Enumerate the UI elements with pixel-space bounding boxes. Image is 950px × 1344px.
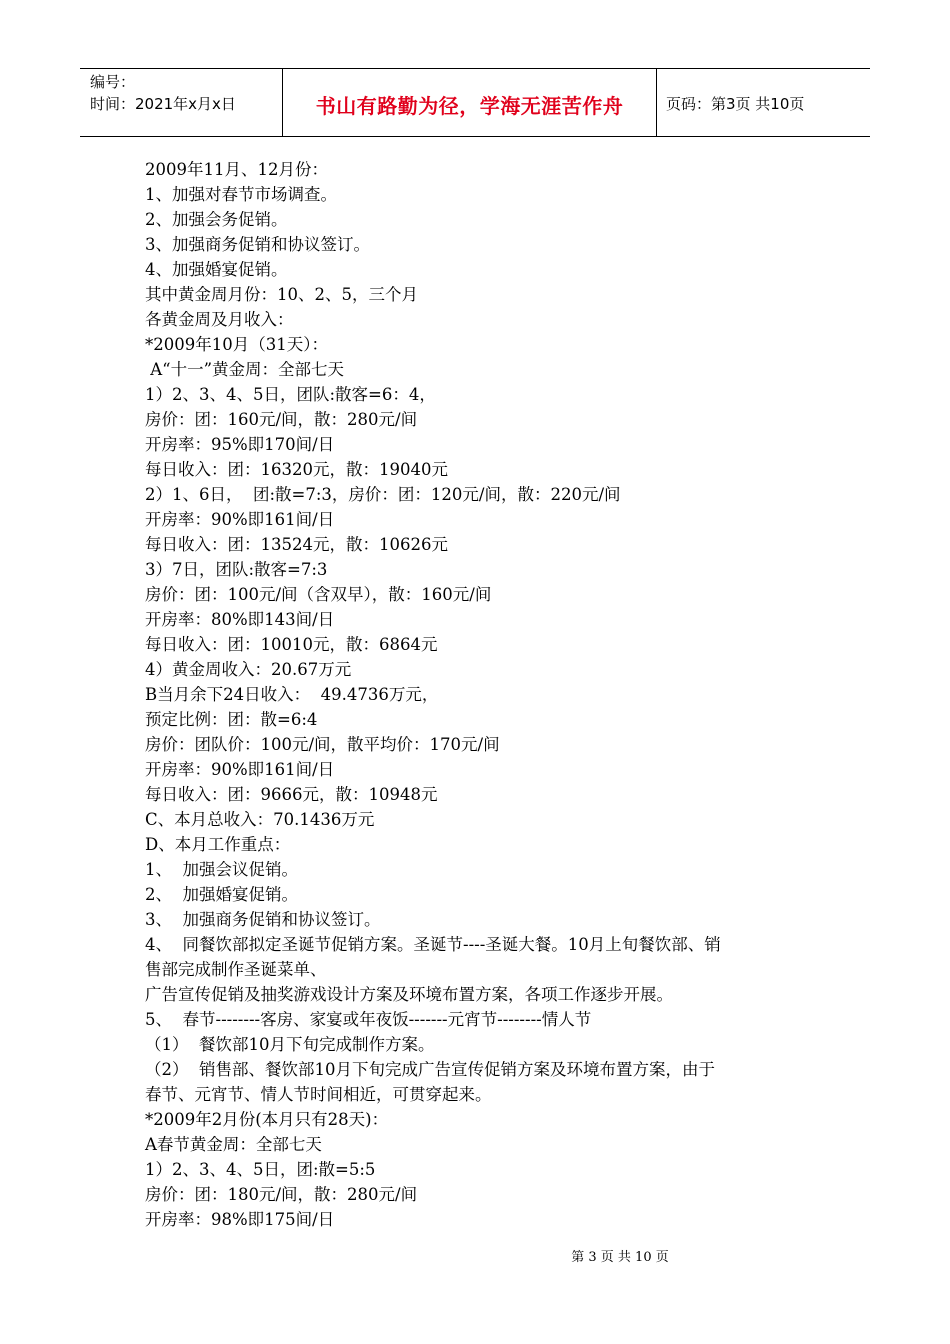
- body-line: （2） 销售部、餐饮部10月下旬完成广告宣传促销方案及环境布置方案，由于: [145, 1060, 715, 1079]
- motto: 书山有路勤为径，学海无涯苦作舟: [315, 94, 624, 118]
- body-line: 各黄金周及月收入：: [145, 310, 294, 329]
- body-line: 房价：团：100元/间（含双早），散：160元/间: [145, 585, 492, 604]
- body-line: 售部完成制作圣诞菜单、: [145, 960, 327, 979]
- body-line: 1）2、3、4、5日，团:散=5:5: [145, 1160, 376, 1179]
- body-line: 其中黄金周月份：10、2、5，三个月: [145, 285, 418, 304]
- body-line: 每日收入：团：10010元，散：6864元: [145, 635, 438, 654]
- body-line: 1、 加强会议促销。: [145, 860, 298, 879]
- body-line: 开房率：90%即161间/日: [145, 510, 335, 529]
- page-footer: [0, 1246, 950, 1265]
- body-line: D、本月工作重点：: [145, 835, 291, 854]
- body-line: 每日收入：团：16320元，散：19040元: [145, 460, 448, 479]
- body-line: 1、加强对春节市场调查。: [145, 185, 337, 204]
- body-line: 预定比例：团：散=6:4: [145, 710, 318, 729]
- body-line: 1）2、3、4、5日，团队:散客=6：4，: [145, 385, 436, 404]
- body-line: 4、 同餐饮部拟定圣诞节促销方案。圣诞节----圣诞大餐。10月上旬餐饮部、销: [145, 935, 721, 954]
- body-line: A“十一”黄金周：全部七天: [145, 360, 345, 379]
- body-line: C、本月总收入：70.1436万元: [145, 810, 375, 829]
- document-header: [80, 68, 870, 137]
- footer-page-number: 第 3 页 共 10 页: [571, 1250, 669, 1265]
- header-motto-cell: [282, 69, 657, 136]
- body-line: 4、加强婚宴促销。: [145, 260, 288, 279]
- body-line: 春节、元宵节、情人节时间相近，可贯穿起来。: [145, 1085, 492, 1104]
- body-line: （1） 餐饮部10月下旬完成制作方案。: [145, 1035, 435, 1054]
- body-line: 2009年11月、12月份：: [145, 160, 328, 179]
- body-line: 开房率：90%即161间/日: [145, 760, 335, 779]
- body-line: 每日收入：团：9666元，散：10948元: [145, 785, 438, 804]
- body-line: 4）黄金周收入：20.67万元: [145, 660, 352, 679]
- body-line: 3）7日，团队:散客=7:3: [145, 560, 328, 579]
- body-line: 2、 加强婚宴促销。: [145, 885, 298, 904]
- header-page-cell: [656, 69, 870, 136]
- body-line: B当月余下24日收入： 49.4736万元，: [145, 685, 439, 704]
- date-label: 时间：2021年x月x日: [90, 95, 236, 113]
- serial-label: 编号：: [90, 73, 136, 91]
- body-line: 3、 加强商务促销和协议签订。: [145, 910, 381, 929]
- body-line: A春节黄金周：全部七天: [145, 1135, 322, 1154]
- body-line: 广告宣传促销及抽奖游戏设计方案及环境布置方案，各项工作逐步开展。: [145, 985, 673, 1004]
- body-line: *2009年10月（31天）：: [145, 335, 328, 354]
- header-meta: [80, 69, 280, 136]
- body-line: *2009年2月份(本月只有28天)：: [145, 1110, 389, 1129]
- body-line: 开房率：95%即170间/日: [145, 435, 335, 454]
- document-body: [145, 157, 815, 1232]
- body-line: 每日收入：团：13524元，散：10626元: [145, 535, 448, 554]
- body-line: 房价：团：160元/间，散：280元/间: [145, 410, 418, 429]
- body-line: 2、加强会务促销。: [145, 210, 288, 229]
- page-info: 页码：第3页 共10页: [666, 95, 805, 113]
- body-line: 5、 春节--------客房、家宴或年夜饭-------元宵节--------情人节: [145, 1010, 592, 1029]
- body-line: 房价：团队价：100元/间，散平均价：170元/间: [145, 735, 500, 754]
- body-line: 开房率：80%即143间/日: [145, 610, 335, 629]
- body-line: 3、加强商务促销和协议签订。: [145, 235, 370, 254]
- body-line: 开房率：98%即175间/日: [145, 1210, 335, 1229]
- body-line: 2）1、6日， 团:散=7:3，房价：团：120元/间，散：220元/间: [145, 485, 621, 504]
- body-line: 房价：团：180元/间，散：280元/间: [145, 1185, 418, 1204]
